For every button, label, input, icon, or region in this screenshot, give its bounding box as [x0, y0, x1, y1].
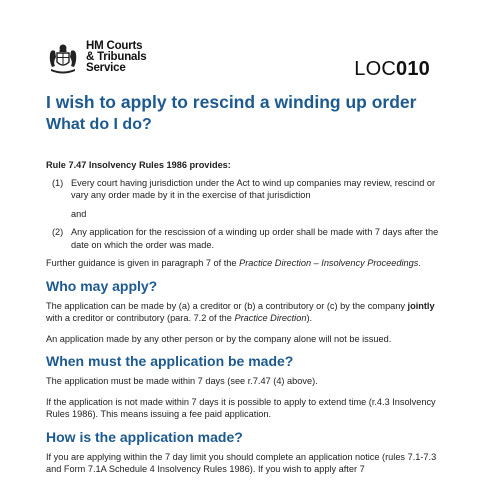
form-code-prefix: LOC: [354, 58, 397, 80]
logo-line-2: & Tribunals: [86, 51, 147, 63]
guidance-text: Further guidance is given in paragraph 7 of the: [46, 258, 240, 268]
hmcts-logo-text: [86, 41, 146, 74]
who-paragraph-2: An application made by any other person or by the company alone will not be issued.: [46, 333, 392, 344]
rule-number: (1): [52, 177, 64, 188]
rule-item: [46, 177, 446, 202]
rule-heading: Rule 7.47 Insolvency Rules 1986 provides:: [46, 160, 231, 170]
guidance-end: .: [418, 258, 421, 268]
who-text: The application can be made by (a) a creditor or (b) a contributory or (c) by the company: [46, 300, 408, 311]
document-header: [46, 40, 446, 88]
jointly-emphasis: jointly: [407, 300, 435, 311]
rule-number: (2): [52, 227, 64, 237]
page-title: I wish to apply to rescind a winding up order: [46, 92, 417, 112]
practice-direction-reference: Practice Direction: [234, 313, 307, 323]
royal-crest-icon: [46, 42, 80, 76]
logo-line-1: HM Courts: [86, 40, 143, 52]
when-paragraph-2: If the application is not made within 7 days it is possible to apply to extend time (r.4.3 Insolvency Rules 1986). This means issuing a fee paid application.: [46, 396, 436, 419]
form-code: [354, 58, 430, 81]
form-code-number: 010: [396, 58, 430, 80]
and-text: and: [71, 208, 87, 219]
rule-item: [46, 226, 446, 251]
section-heading-when: When must the application be made?: [46, 353, 294, 369]
rule-text: Every court having jurisdiction under the Act to wind up companies may review, rescind or vary any order made by it in the exercise of that jurisdiction: [71, 177, 436, 200]
logo-line-3: Service: [86, 62, 126, 74]
who-text-end: ).: [306, 313, 313, 323]
how-paragraph-1: If you are applying within the 7 day limit you should complete an application notice (rules 7.1-7.3 and Form 7.1A Schedule 4 Insolvency Rules 1986). If you wish to apply after 7: [46, 451, 437, 474]
page-subtitle: What do I do?: [46, 116, 152, 133]
guidance-paragraph: [46, 257, 446, 270]
section-heading-who: Who may apply?: [46, 277, 158, 294]
when-paragraph-1: The application must be made within 7 days (see r.7.47 (4) above).: [46, 376, 318, 386]
who-text-mid: with a creditor or contributory (para. 7.2 of the: [46, 313, 235, 323]
rule-text: Any application for the rescission of a winding up order shall be made with 7 days after the date on which the order was made.: [71, 227, 439, 250]
section-heading-how: How is the application made?: [46, 428, 243, 445]
document-body: [46, 159, 446, 480]
who-paragraph-1: [46, 300, 446, 325]
practice-direction-reference: Practice Direction – Insolvency Proceedings: [239, 258, 419, 268]
